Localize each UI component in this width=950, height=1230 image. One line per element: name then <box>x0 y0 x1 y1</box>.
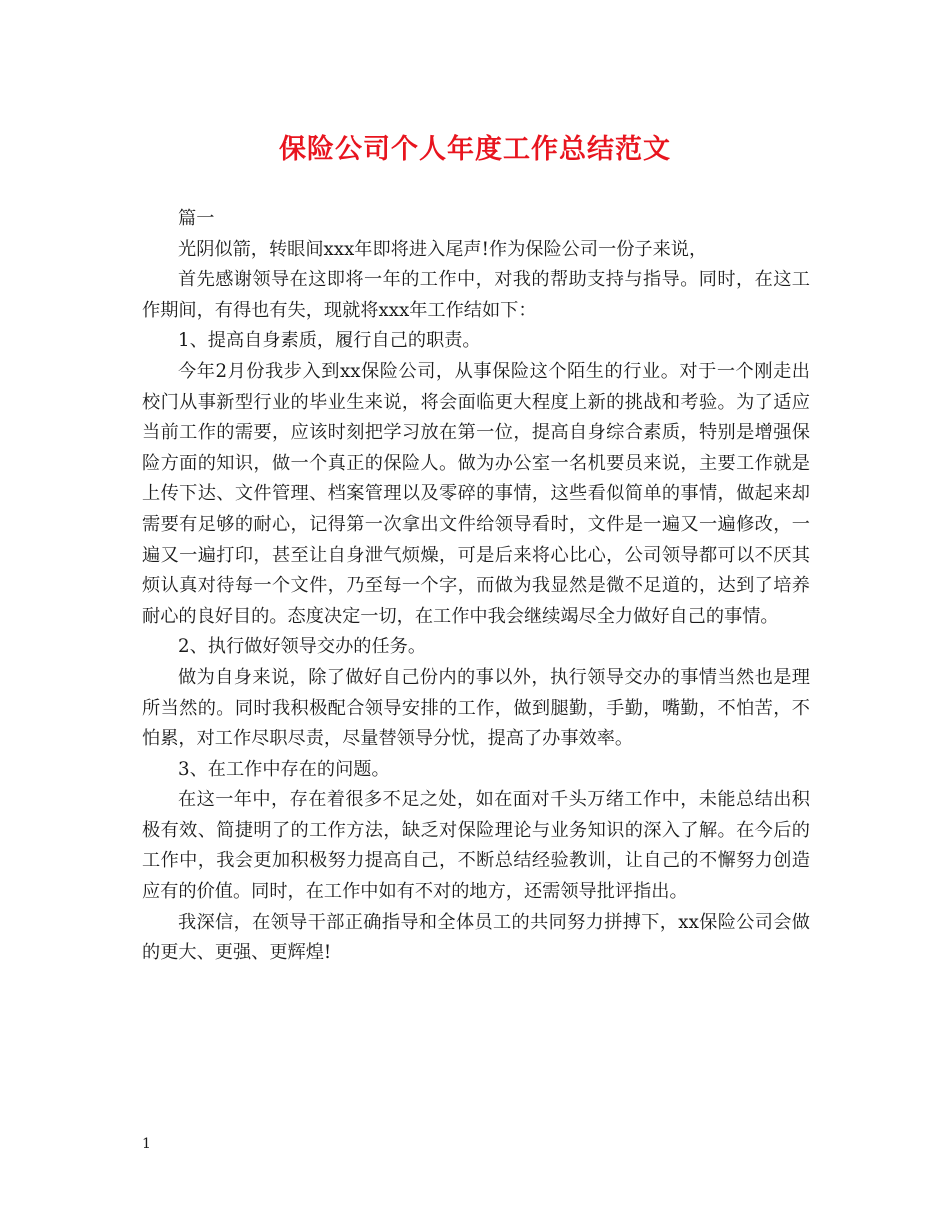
paragraph-heading-part-one: 篇一 <box>178 208 215 229</box>
section-heading-3: 3、在工作中存在的问题。 <box>178 758 390 780</box>
paragraph-section-1: 今年2月份我步入到xx保险公司，从事保险这个陌生的行业。对于一个刚走出校门从事新型行业的毕业生来说，将会面临更大程度上新的挑战和考验。为了适应当前工作的需要，应该时刻把学习放在第一位，提高自身综合素质，特别是增强保险方面的知识，做一个真正的保险人。做为办公室一名机要员来说，主要工作就是上传下达、文件管理、档案管理以及零碎的事情，这些看似简单的事情，做起来却需要有足够的耐心，记得第一次拿出文件给领导看时，文件是一遍又一遍修改，一遍又一遍打印，甚至让自身泄气烦燥，可是后来将心比心，公司领导都可以不厌其烦认真对待每一个文件，乃至每一个字，而做为我显然是微不足道的，达到了培养耐心的良好目的。态度决定一切，在工作中我会继续竭尽全力做好自己的事情。 <box>142 360 810 627</box>
paragraph-opening: 光阴似箭，转眼间xxx年即将进入尾声!作为保险公司一份子来说， <box>178 238 708 260</box>
document-body <box>142 204 810 969</box>
paragraph-section-3: 在这一年中，存在着很多不足之处，如在面对千头万绪工作中，未能总结出积极有效、简捷明了的工作方法，缺乏对保险理论与业务知识的深入了解。在今后的工作中，我会更加积极努力提高自己，不断总结经验教训，让自己的不懈努力创造应有的价值。同时，在工作中如有不对的地方，还需领导批评指出。 <box>142 789 810 903</box>
paragraph-closing: 我深信，在领导干部正确指导和全体员工的共同努力拼搏下，xx保险公司会做的更大、更强、更辉煌! <box>142 911 810 964</box>
document-title: 保险公司个人年度工作总结范文 <box>279 134 671 165</box>
section-heading-2: 2、执行做好领导交办的任务。 <box>178 636 427 658</box>
paragraph-section-2: 做为自身来说，除了做好自己份内的事以外，执行领导交办的事情当然也是理所当然的。同时我积极配合领导安排的工作，做到腿勤，手勤，嘴勤，不怕苦，不怕累，对工作尽职尽责，尽量替领导分忧，提高了办事效率。 <box>142 666 810 750</box>
page-number: 1 <box>142 1136 151 1152</box>
paragraph-thanks: 首先感谢领导在这即将一年的工作中，对我的帮助支持与指导。同时，在这工作期间，有得也有失，现就将xxx年工作结如下： <box>142 269 810 321</box>
section-heading-1: 1、提高自身素质，履行自己的职责。 <box>178 330 481 352</box>
